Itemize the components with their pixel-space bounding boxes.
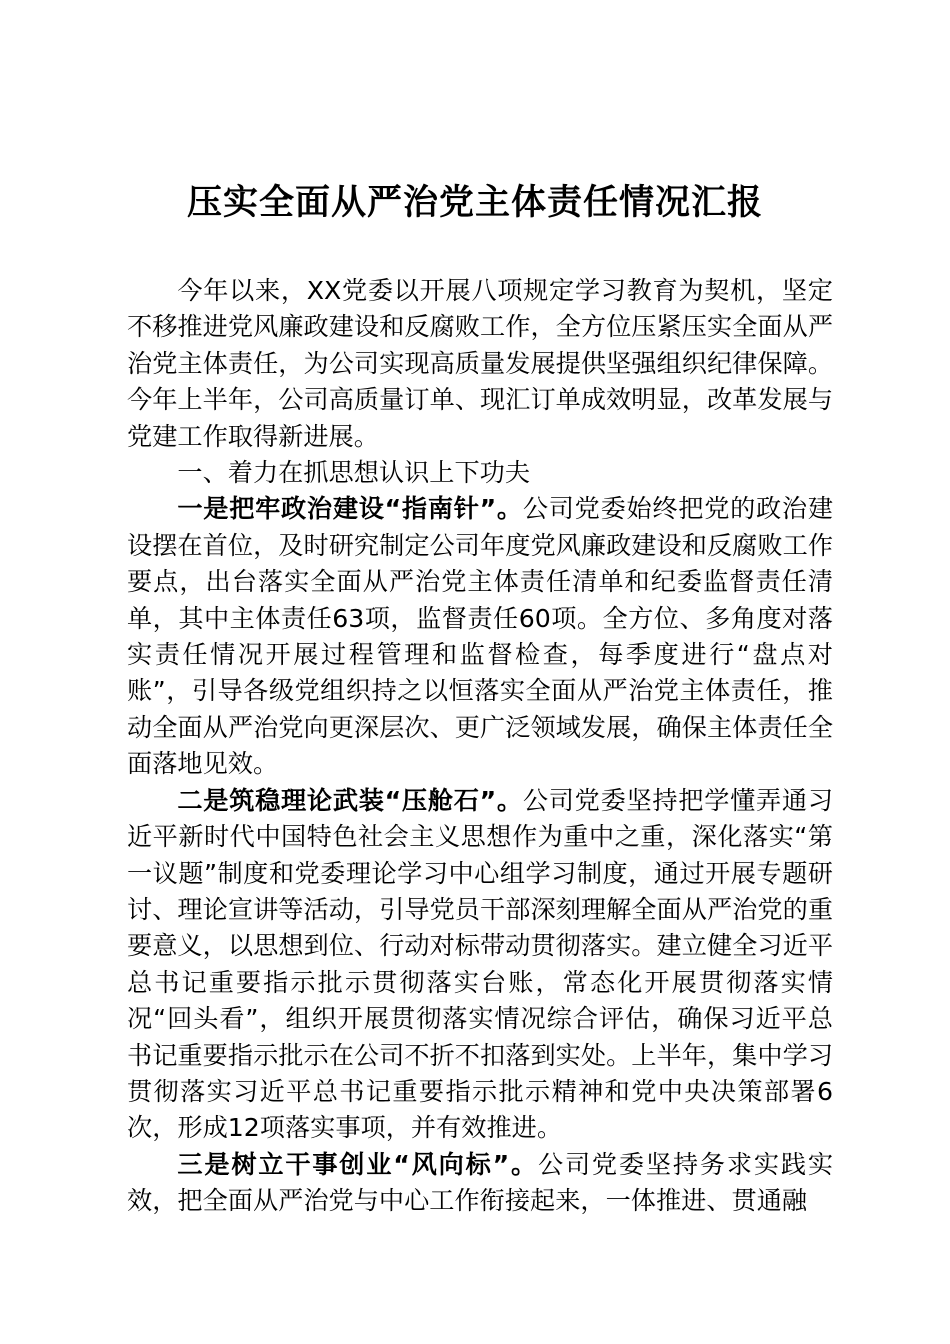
- paragraph-lead: 二是筑稳理论武装“压舱石”。: [177, 785, 523, 815]
- paragraph-intro: [127, 273, 833, 455]
- paragraph-text: 公司党委始终把党的政治建设摆在首位，及时研究制定公司年度党风廉政建设和反腐败工作要点，出台落实全面从严治党主体责任清单和纪委监督责任清单，其中主体责任63项，监督责任60项。全方位、多角度对落实责任情况开展过程管理和监督检查，每季度进行“盘点对账”，引导各级党组织持之以恒落实全面从严治党主体责任，推动全面从严治党向更深层次、更广泛领域发展，确保主体责任全面落地见效。: [127, 494, 834, 779]
- paragraph-lead: 三是树立干事创业“风向标”。: [177, 1149, 538, 1179]
- paragraph-point-2: [127, 783, 833, 1147]
- paragraph-point-1: [127, 491, 833, 782]
- paragraph-text: 公司党委坚持务求实践实效，把全面从严治党与中心工作衔接起来，一体推进、贯通融: [127, 1149, 834, 1216]
- paragraph-text: 公司党委坚持把学懂弄通习近平新时代中国特色社会主义思想作为重中之重，深化落实“第一议题”制度和党委理论学习中心组学习制度，通过开展专题研讨、理论宣讲等活动，引导党员干部深刻理解全面从严治党的重要意义，以思想到位、行动对标带动贯彻落实。建立健全习近平总书记重要指示批示贯彻落实台账，常态化开展贯彻落实情况“回头看”，组织开展贯彻落实情况综合评估，确保习近平总书记重要指示批示在公司不折不扣落到实处。上半年，集中学习贯彻落实习近平总书记重要指示批示精神和党中央决策部署6次，形成12项落实事项，并有效推进。: [127, 785, 834, 1143]
- section-heading-1: [127, 455, 833, 491]
- document-title: 压实全面从严治党主体责任情况汇报: [186, 182, 763, 223]
- document-body: [127, 273, 833, 1220]
- paragraph-point-3: [127, 1147, 833, 1220]
- paragraph-text: 今年以来，XX党委以开展八项规定学习教育为契机，坚定不移推进党风廉政建设和反腐败工作，全方位压紧压实全面从严治党主体责任，为公司实现高质量发展提供坚强组织纪律保障。今年上半年，公司高质量订单、现汇订单成效明显，改革发展与党建工作取得新进展。: [127, 276, 833, 451]
- paragraph-lead: 一是把牢政治建设“指南针”。: [177, 494, 523, 524]
- section-heading-text: 一、着力在抓思想认识上下功夫: [177, 458, 531, 488]
